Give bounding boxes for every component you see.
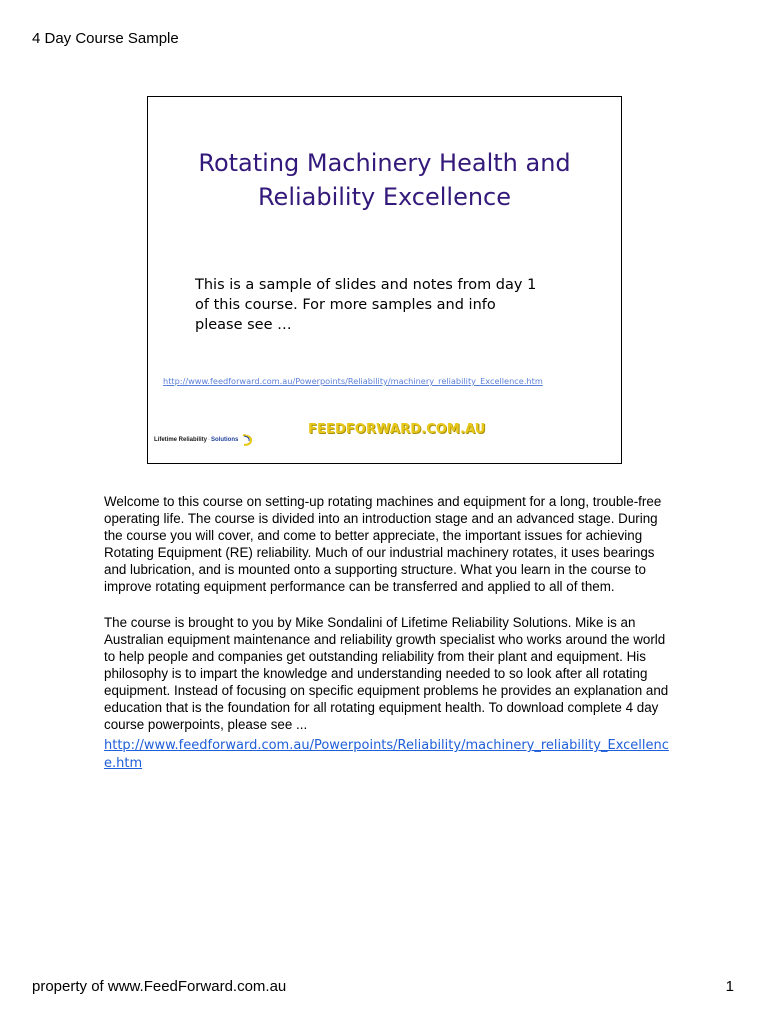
logo-lrs-solutions: Solutions bbox=[211, 437, 239, 443]
slide-body-line-2: of this course. For more samples and info bbox=[195, 297, 496, 313]
lifetime-reliability-logo bbox=[154, 433, 254, 447]
slide-body-line-1: This is a sample of slides and notes from day 1 bbox=[195, 277, 537, 293]
logo-lrs-text: Lifetime Reliability bbox=[154, 437, 208, 443]
footer-property-text: property of www.FeedForward.com.au bbox=[32, 978, 287, 995]
slide-body-line-3: please see … bbox=[195, 317, 292, 333]
swoosh-icon bbox=[240, 433, 254, 447]
slide-title-line-2: Reliability Excellence bbox=[257, 183, 512, 211]
slide-notes bbox=[104, 493, 674, 772]
notes-paragraph-2: The course is brought to you by Mike Sondalini of Lifetime Reliability Solutions. Mike is an Australian equipment maintenance and reliability growth specialist who works around the world to help people and companies get outstanding reliability from their plant and equipment. His philosophy is to impart the knowledge and understanding needed to so look after all rotating equipment. Instead of focusing on specific equipment problems he provides an explanation and education that is the foundation for all rotating equipment health. To download complete 4 day course powerpoints, please see ... bbox=[104, 614, 669, 733]
logo-lrs-separator: · bbox=[208, 437, 211, 443]
page-header-title: 4 Day Course Sample bbox=[32, 30, 179, 47]
footer-page-number: 1 bbox=[725, 978, 734, 995]
slide-body-text bbox=[195, 275, 595, 335]
slide-course-link[interactable]: http://www.feedforward.com.au/Powerpoints/Reliability/machinery_reliability_Excellence.htm bbox=[163, 376, 543, 386]
notes-course-link[interactable]: http://www.feedforward.com.au/Powerpoints/Reliability/machinery_reliability_Excellence.htm bbox=[104, 738, 669, 771]
notes-paragraph-1: Welcome to this course on setting-up rotating machines and equipment for a long, trouble-free operating life. The course is divided into an introduction stage and an advanced stage. During the course you will cover, and come to better appreciate, the important issues for achieving Rotating Equipment (RE) reliability. Much of our industrial machinery rotates, it uses bearings and lubrication, and is mounted onto a supporting structure. What you learn in the course to improve rotating equipment performance can be transferred and applied to all of them. bbox=[104, 494, 662, 595]
feedforward-logo: FEEDFORWARD.COM.AU bbox=[308, 422, 486, 437]
slide-title-line-1: Rotating Machinery Health and bbox=[198, 149, 571, 177]
slide-thumbnail bbox=[147, 96, 622, 464]
slide-title bbox=[148, 146, 621, 214]
